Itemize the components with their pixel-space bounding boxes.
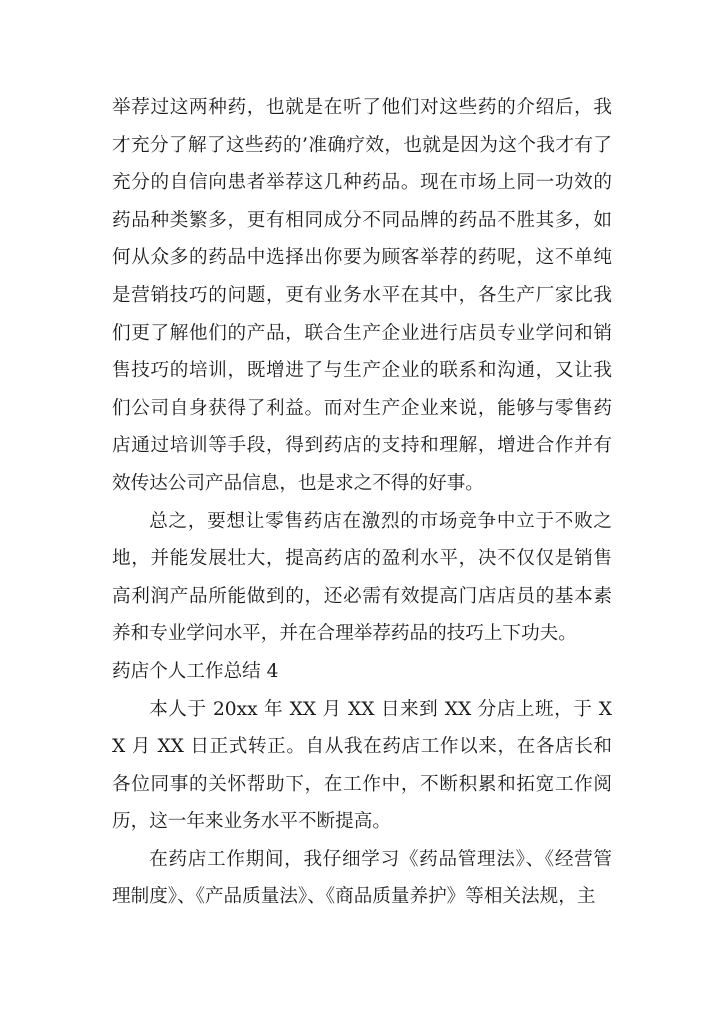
paragraph-study-laws: 在药店工作期间，我仔细学习《药品管理法》、《经营管理制度》、《产品质量法》、《商品质量养护》等相关法规，主 [112,848,612,908]
paragraph-introduction: 本人于 20xx 年 XX 月 XX 日来到 XX 分店上班，于 XX 月 XX 日正式转正。自从我在药店工作以来，在各店长和各位同事的关怀帮助下，在工作中，不断积累和拓宽工作阅历，这一年来业务水平不断提高。 [112,698,612,833]
paragraph-recommend-drugs: 举荐过这两种药，也就是在听了他们对这些药的介绍后，我才充分了解了这些药的’准确疗效，也就是因为这个我才有了充分的自信向患者举荐这几种药品。现在市场上同一功效的药品种类繁多，更有相同成分不同品牌的药品不胜其多，如何从众多的药品中选择出你要为顾客举荐的药呢，这不单纯是营销技巧的问题，更有业务水平在其中，各生产厂家比我们更了解他们的产品，联合生产企业进行店员专业学问和销售技巧的培训，既增进了与生产企业的联系和沟通，又让我们公司自身获得了利益。而对生产企业来说，能够与零售药店通过培训等手段，得到药店的支持和理解，增进合作并有效传达公司产品信息，也是求之不得的好事。 [112,97,612,494]
paragraph-conclusion: 总之，要想让零售药店在激烈的市场竞争中立于不败之地，并能发展壮大，提高药店的盈利水平，决不仅仅是销售高利润产品所能做到的，还必需有效提高门店店员的基本素养和专业学问水平，并在合理举荐药品的技巧上下功夫。 [112,510,612,645]
section-heading: 药店个人工作总结 4 [112,660,279,682]
document-body [112,89,612,916]
